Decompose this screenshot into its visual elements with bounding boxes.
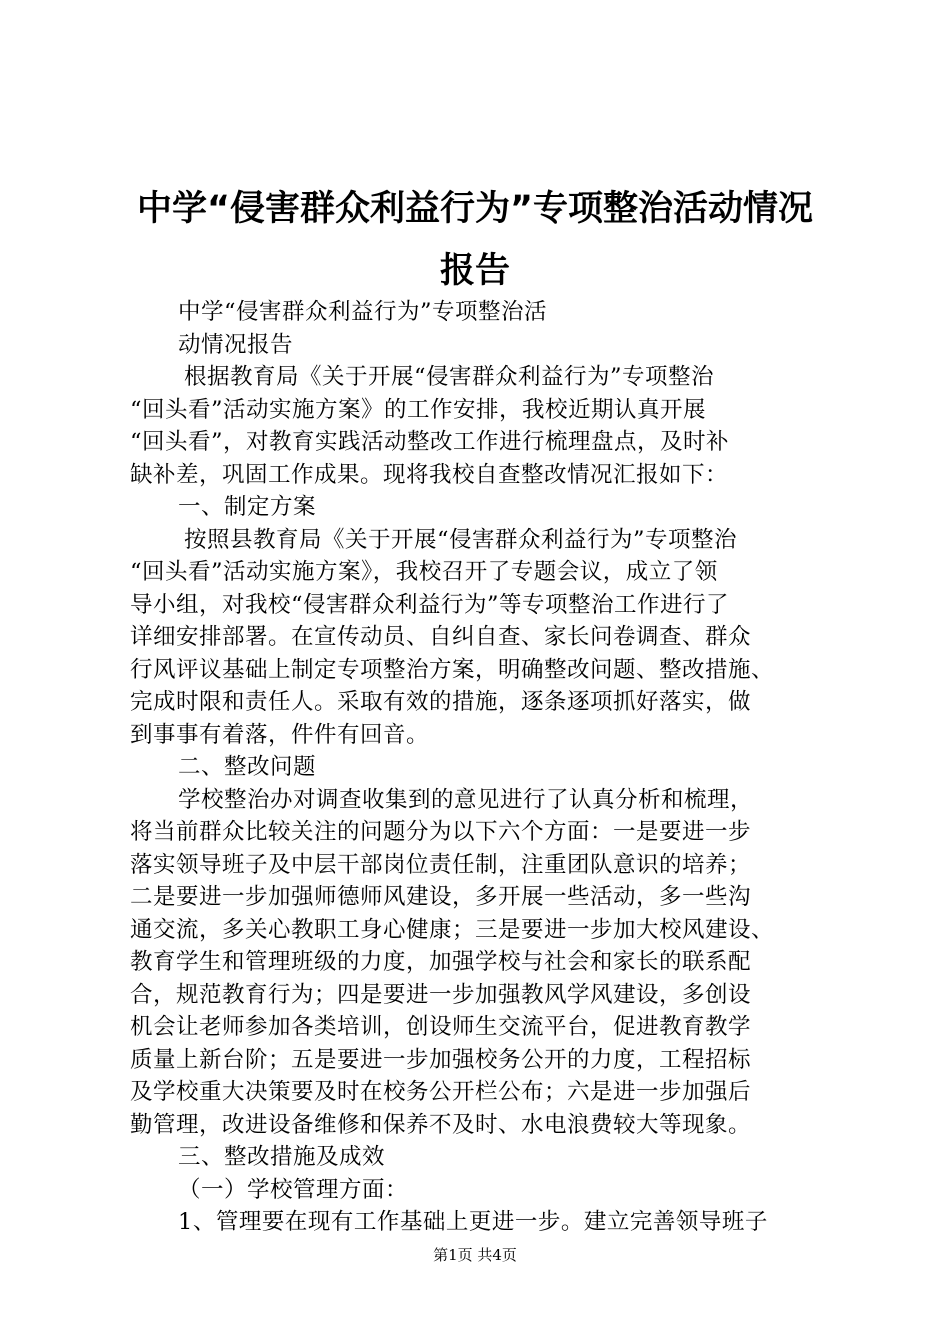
text-line: 行风评议基础上制定专项整治方案，明确整改问题、整改措施、 — [130, 656, 775, 683]
text-line: 一、制定方案 — [178, 494, 317, 520]
text-line: 合，规范教育行为；四是要进一步加强教风学风建设，多创设 — [130, 981, 752, 1008]
text-line: 二、整改问题 — [178, 754, 317, 780]
text-line: “回头看”，对教育实践活动整改工作进行梳理盘点，及时补 — [130, 429, 730, 455]
text-line: “回头看”活动实施方案》，我校召开了专题会议，成立了领 — [130, 559, 718, 585]
text-line: 根据教育局《关于开展“侵害群众利益行为”专项整治 — [184, 364, 715, 390]
text-line: 勤管理，改进设备维修和保养不及时、水电浪费较大等现象。 — [130, 1111, 752, 1138]
title-line-2: 报告 — [439, 251, 510, 291]
text-line: 按照县教育局《关于开展“侵害群众利益行为”专项整治 — [184, 526, 738, 553]
text-line: （一）学校管理方面： — [178, 1176, 409, 1203]
text-line: 动情况报告 — [178, 331, 294, 358]
text-line: 学校整治办对调查收集到的意见进行了认真分析和梳理， — [178, 786, 754, 813]
text-line: 详细安排部署。在宣传动员、自纠自查、家长问卷调查、群众 — [130, 624, 752, 650]
text-line: 到事事有着落，件件有回音。 — [130, 721, 430, 748]
text-line: 质量上新台阶；五是要进一步加强校务公开的力度，工程招标 — [130, 1046, 752, 1073]
text-line: 教育学生和管理班级的力度，加强学校与社会和家长的联系配 — [130, 949, 752, 975]
text-line: 通交流，多关心教职工身心健康；三是要进一步加大校风建设、 — [130, 916, 775, 943]
text-line: 中学“侵害群众利益行为”专项整治活 — [178, 299, 548, 325]
text-line: 导小组，对我校“侵害群众利益行为”等专项整治工作进行了 — [130, 591, 730, 618]
text-line: 落实领导班子及中层干部岗位责任制，注重团队意识的培养； — [130, 851, 752, 878]
text-line: 将当前群众比较关注的问题分为以下六个方面：一是要进一步 — [130, 819, 752, 845]
text-line: “回头看”活动实施方案》的工作安排，我校近期认真开展 — [130, 396, 707, 423]
text-line: 完成时限和责任人。采取有效的措施，逐条逐项抓好落实，做 — [130, 689, 752, 715]
document-title — [60, 178, 890, 302]
document-body — [130, 296, 830, 1239]
text-line: 三、整改措施及成效 — [178, 1144, 386, 1170]
text-line: 机会让老师参加各类培训，创设师生交流平台，促进教育教学 — [130, 1014, 752, 1040]
title-line-1: 中学“侵害群众利益行为”专项整治活动情况 — [136, 189, 813, 229]
text-line: 二是要进一步加强师德师风建设，多开展一些活动，多一些沟 — [130, 884, 752, 910]
page-footer: 第1页 共4页 — [433, 1246, 517, 1264]
text-line: 1、管理要在现有工作基础上更进一步。建立完善领导班子 — [178, 1209, 768, 1235]
text-line: 及学校重大决策要及时在校务公开栏公布；六是进一步加强后 — [130, 1079, 752, 1105]
text-line: 缺补差，巩固工作成果。现将我校自查整改情况汇报如下： — [130, 461, 729, 488]
